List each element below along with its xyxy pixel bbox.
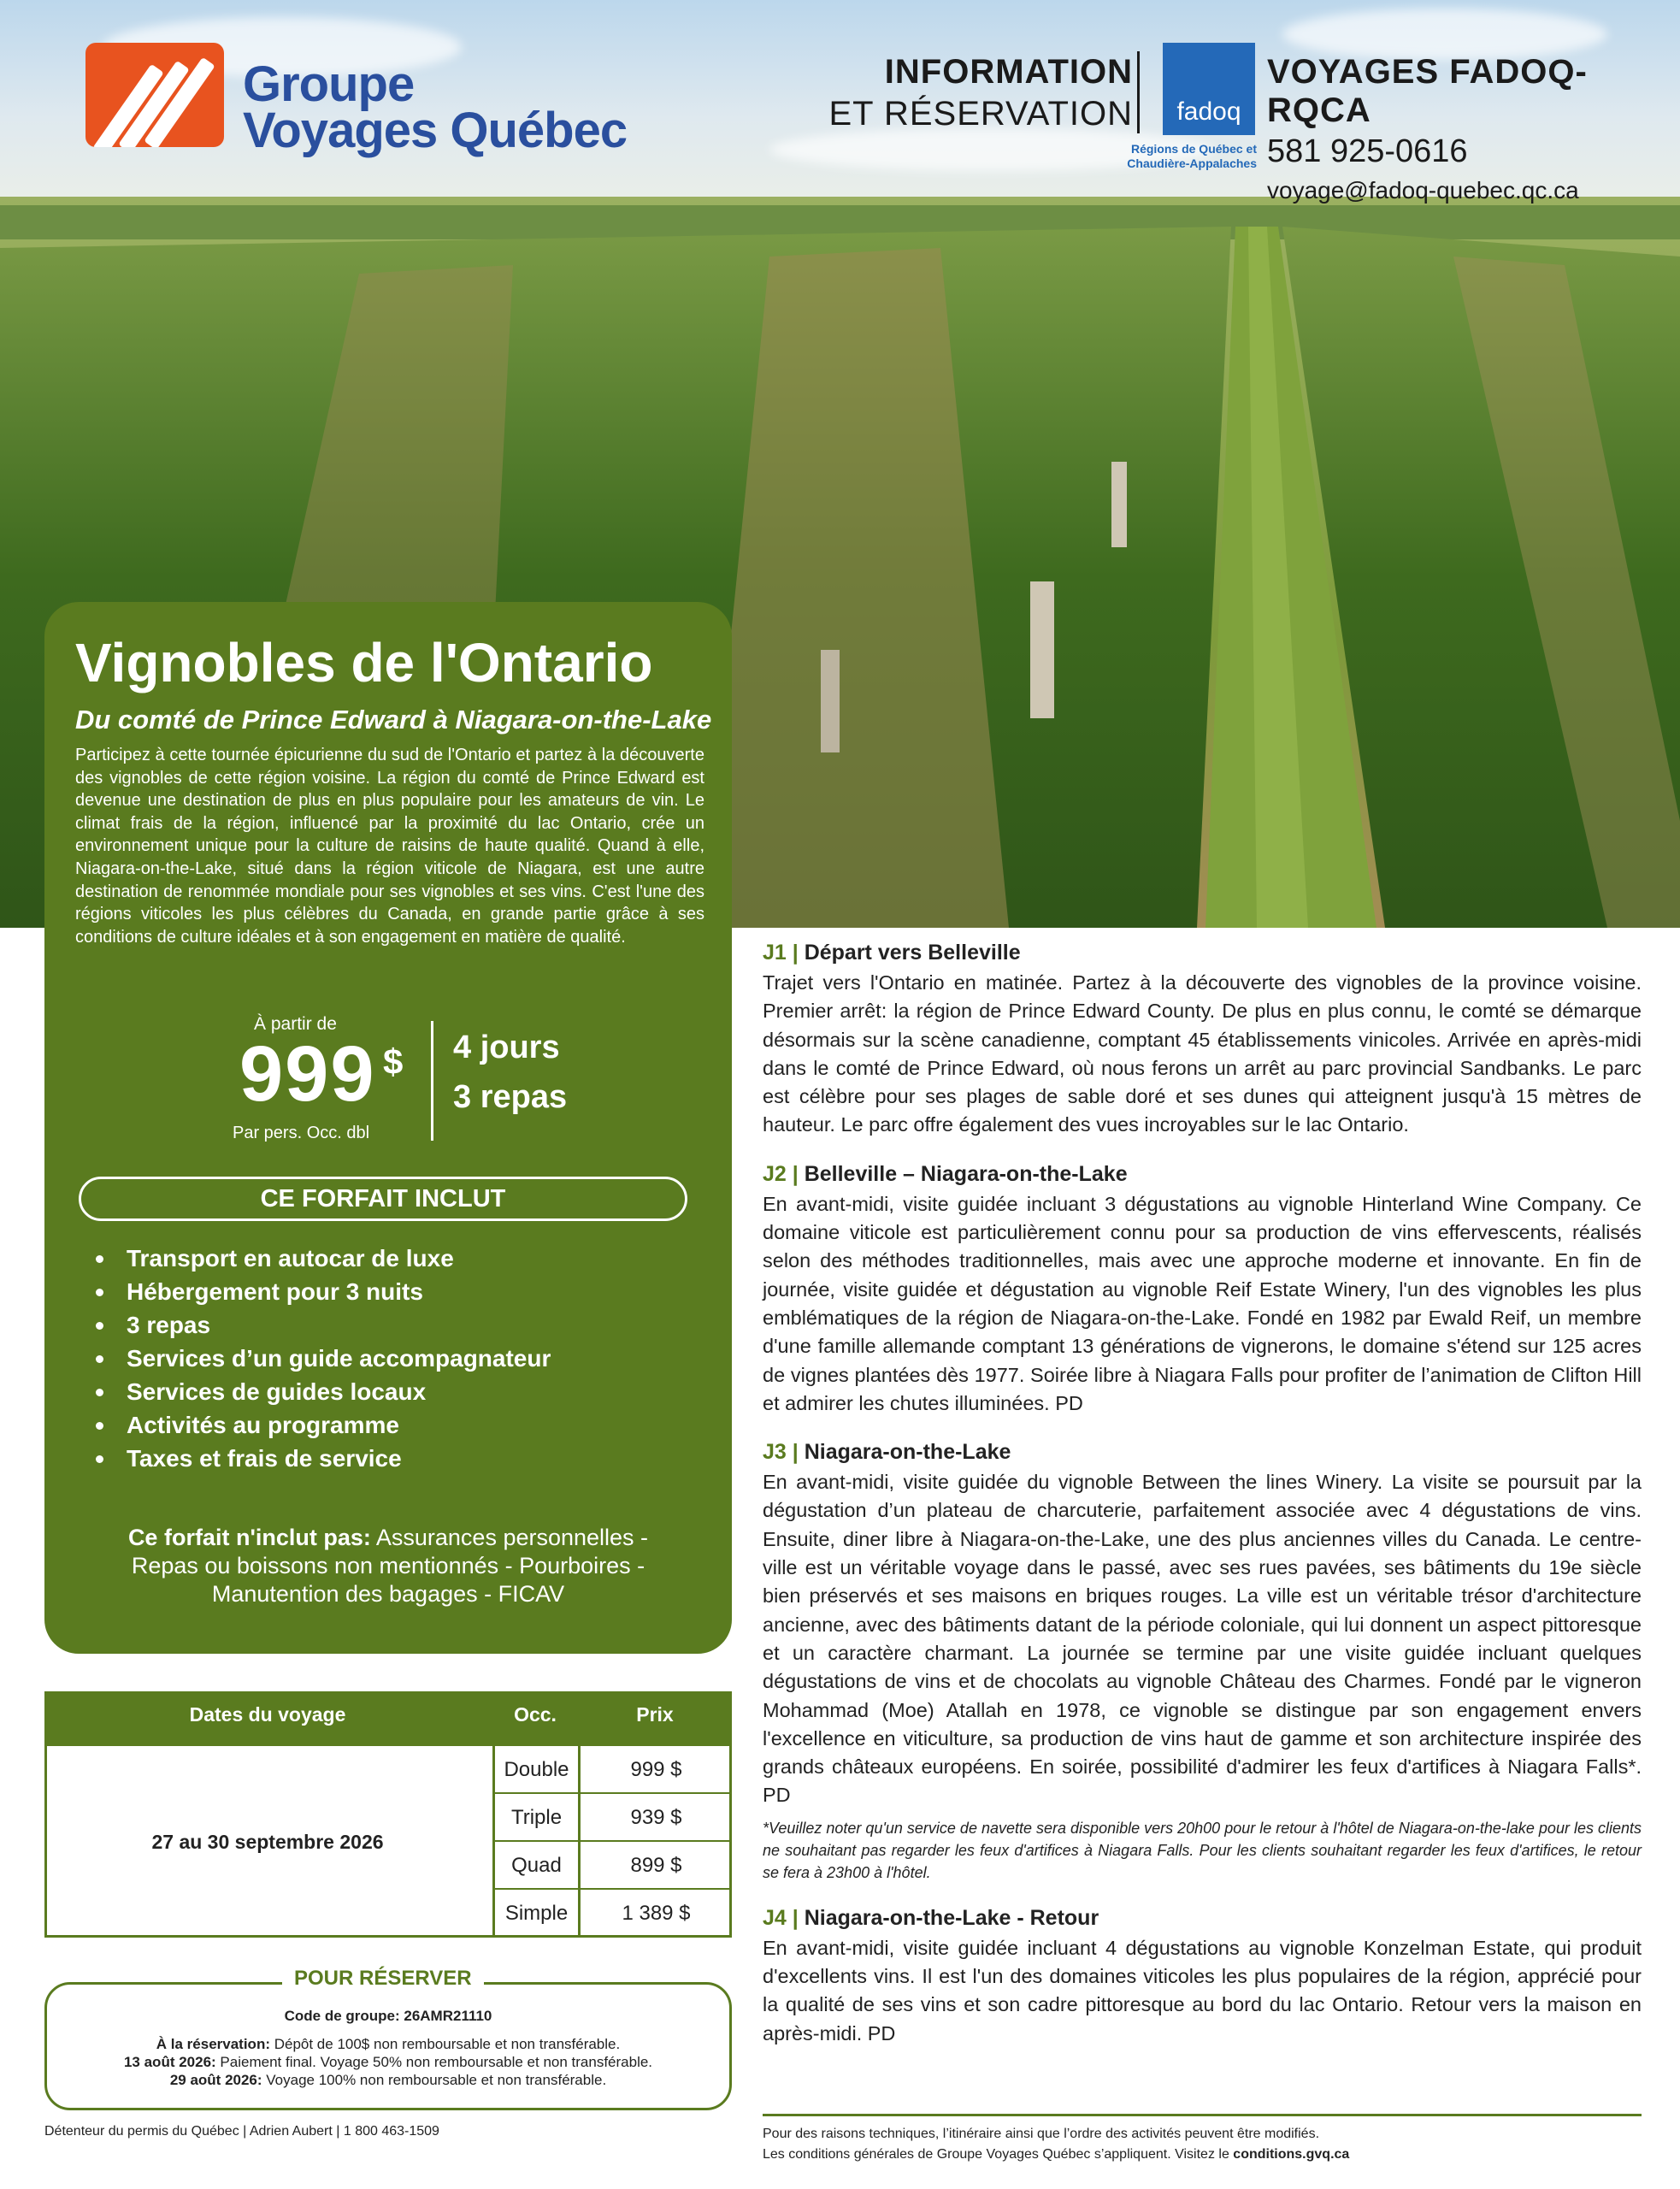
day-section	[763, 1906, 1642, 2048]
price-per-label: Par pers. Occ. dbl	[233, 1124, 370, 1142]
trip-summary-panel	[44, 602, 732, 1654]
itinerary	[763, 941, 1642, 2048]
table-cell-price: 939 $	[578, 1794, 732, 1842]
day-text: En avant-midi, visite guidée incluant 3 dégustations au vignoble Hinterland Wine Company. Ce domaine viticole est particulièrement connu pour sa production de vins effervescents, réalisés selon des méthodes traditionnelles, mais avec une approche moderne et innovante. En fin de journée, visite guidée et dégustation au vignoble Reif Estate Winery, l'un des vignobles les plus emblématiques de la région de Niagara-on-the-Lake. Fondé en 1982 par Ewald Reif, un membre d'une famille allemande comptant 13 générations de vignerons, le domaine s'étend sur 125 acres de vignes plantées dès 1977. Soirée libre à Niagara Falls pour profiter de l’animation de Clifton Hill et admirer les chutes illuminées. PD	[763, 1192, 1642, 1414]
day-heading: J4 | Niagara-on-the-Lake - Retour	[763, 1905, 1099, 1930]
table-cell-occ: Double	[495, 1746, 578, 1794]
trip-dates: 27 au 30 septembre 2026	[151, 1830, 384, 1853]
fadoq-region-label: Régions de Québec et Chaudière-Appalaches	[1127, 142, 1257, 170]
col-header-price: Prix	[636, 1703, 674, 1726]
price-value: 999	[239, 1030, 376, 1118]
header-divider	[1137, 51, 1140, 133]
list-item: Taxes et frais de service	[96, 1442, 551, 1475]
footer-divider	[763, 2114, 1642, 2116]
table-cell-occ: Triple	[495, 1794, 578, 1842]
contact-block	[1267, 53, 1680, 204]
list-item: Hébergement pour 3 nuits	[96, 1275, 551, 1308]
price-divider	[431, 1021, 433, 1141]
day-text: Trajet vers l'Ontario en matinée. Partez à la découverte des vignobles de la province voisine. Premier arrêt: la région de Prince Edward County. De plus en plus connu, le comté se démarque désormais sur la scène canadienne, comptant 45 établissements vinicoles. Arrivée en après-midi dans le comté de Prince Edward, où nous ferons un arrêt au parc provincial Sandbanks. Le parc est célèbre pour ses plages de sable doré et ses dunes qui atteignent jusqu'à 15 mètres de hauteur. Le parc offre également des vues incroyables sur le lac Ontario.	[763, 971, 1642, 1136]
phone-number[interactable]: 581 925-0616	[1267, 133, 1468, 169]
day-heading: J3 | Niagara-on-the-Lake	[763, 1440, 1011, 1465]
list-item: 3 repas	[96, 1308, 551, 1342]
table-cell-price: 999 $	[578, 1746, 732, 1794]
day-section	[763, 941, 1642, 1140]
list-item: Services d’un guide accompagnateur	[96, 1342, 551, 1375]
day-section	[763, 1440, 1642, 1884]
included-list	[96, 1242, 551, 1475]
group-code: Code de groupe: 26AMR21110	[284, 2008, 492, 2024]
day-text: En avant-midi, visite guidée incluant 4 dégustations au vignoble Konzelman Estate, qui produit d'excellents vins. Il est l'un des domaines viticoles les plus populaires de la région, apprécié pour la qualité de ses vins et son cadre pittoresque au bord du lac Ontario. Retour vers la maison en après-midi. PD	[763, 1936, 1642, 2044]
permit-line: Détenteur du permis du Québec | Adrien Aubert | 1 800 463-1509	[44, 2124, 439, 2139]
conditions-link[interactable]: conditions.gvq.ca	[1233, 2147, 1350, 2162]
day-text: En avant-midi, visite guidée du vignoble Between the lines Winery. La visite se poursuit par la dégustation d’un plateau de charcuterie, parfaitement associée avec 4 dégustations de vins. Ensuite, diner libre à Niagara-on-the-Lake, une des plus anciennes villes du Canada. Le centre-ville est un véritable voyage dans le passé, avec ses rues pavées, ses bâtiments du 19e siècle bien préservés et ses maisons en briques rouges. La ville est un véritable trésor d'architecture ancienne, avec des bâtiments datant de la période coloniale, qui lui donnent un aspect pittoresque et un caractère charmant. La journée se termine par une visite guidée incluant quelques dégustations de vins et de chocolats au vignoble Château des Charmes. Fondé par le vigneron Mohammad (Moe) Atallah en 1978, ce vignoble se distingue par son engagement envers l'excellence en viticulture, sa production de vins haut de gamme et son architecture inspirée des grands châteaux européens. En soirée, possibilité d'admirer les feux d'artifices à Niagara Falls*. PD	[763, 1471, 1642, 1807]
trip-meals: 3 repas	[453, 1079, 568, 1115]
trip-duration: 4 jours	[453, 1030, 560, 1065]
table-cell-price: 899 $	[578, 1842, 732, 1890]
trip-subtitle: Du comté de Prince Edward à Niagara-on-the-Lake	[75, 705, 712, 735]
info-reservation-label: INFORMATION ET RÉSERVATION	[828, 53, 1133, 133]
day-heading: J2 | Belleville – Niagara-on-the-Lake	[763, 1161, 1128, 1186]
price-column	[578, 1746, 732, 1938]
day-heading: J1 | Départ vers Belleville	[763, 941, 1021, 965]
excluded-note: Ce forfait n'inclut pas: Assurances personnelles - Repas ou boissons non mentionnés - Pourboires - Manutention des bagages - FICAV	[127, 1525, 649, 1607]
list-item: Activités au programme	[96, 1408, 551, 1442]
included-header: CE FORFAIT INCLUT	[79, 1177, 687, 1221]
col-header-occ: Occ.	[514, 1703, 557, 1726]
day-section	[763, 1162, 1642, 1418]
reserve-title: POUR RÉSERVER	[282, 1967, 484, 1991]
fadoq-logo: fadoq	[1163, 43, 1255, 135]
shuttle-note: *Veuillez noter qu'un service de navette sera disponible vers 20h00 pour le retour à l'hôtel de Niagara-on-the-lake pour les clients ne souhaitant pas regarder les feux d'artifices à Niagara Falls. Pour les clients souhaitant regarder les feux d'artifices, le retour se fera à 23h00 à l'hôtel.	[763, 1819, 1642, 1881]
list-item: Transport en autocar de luxe	[96, 1242, 551, 1275]
price-currency: $	[383, 1041, 404, 1082]
reserve-terms: À la réservation: Dépôt de 100$ non remboursable et non transférable. 13 août 2026: Paiement final. Voyage 50% non remboursable et non transférable. 29 août 2026: Voyage 100% non remboursable et non transférable.	[123, 2036, 653, 2088]
list-item: Services de guides locaux	[96, 1375, 551, 1408]
table-cell-occ: Simple	[504, 1902, 569, 1925]
col-header-dates: Dates du voyage	[189, 1703, 346, 1726]
trip-title: Vignobles de l'Ontario	[75, 632, 653, 693]
occupancy-column	[492, 1746, 578, 1938]
footer-notes: Pour des raisons techniques, l’itinéraire ainsi que l’ordre des activités peuvent être modifiés. Les conditions générales de Groupe Voyages Québec s’appliquent. Visitez le conditions.gvq.ca	[763, 2127, 1350, 2162]
org-name: VOYAGES FADOQ-RQCA	[1267, 53, 1588, 129]
gvq-logo-mark	[85, 43, 224, 147]
price-from-label: À partir de	[254, 1014, 337, 1034]
trip-intro: Participez à cette tournée épicurienne du sud de l'Ontario et partez à la découverte des vignobles de cette région voisine. La région du comté de Prince Edward est devenue une destination de plus en plus populaire pour les amateurs de vin. Le climat frais de la région, influencé par la proximité du lac Ontario, crée un environnement unique pour la culture de raisins de haute qualité. Quand à elle, Niagara-on-the-Lake, situé dans la région viticole de Niagara, est une autre destination de renommée mondiale pour ses vignobles et ses vins. C'est l'une des régions viticoles les plus célèbres du Canada, en grande partie grâce à ses conditions de culture idéales et à son engagement en matière de qualité.	[75, 746, 704, 947]
table-cell-price: 1 389 $	[578, 1890, 732, 1938]
email-link[interactable]: voyage@fadoq-quebec.qc.ca	[1267, 177, 1579, 204]
gvq-logo-text: Groupe Voyages Québec	[243, 56, 628, 158]
table-cell-occ: Quad	[495, 1842, 578, 1890]
